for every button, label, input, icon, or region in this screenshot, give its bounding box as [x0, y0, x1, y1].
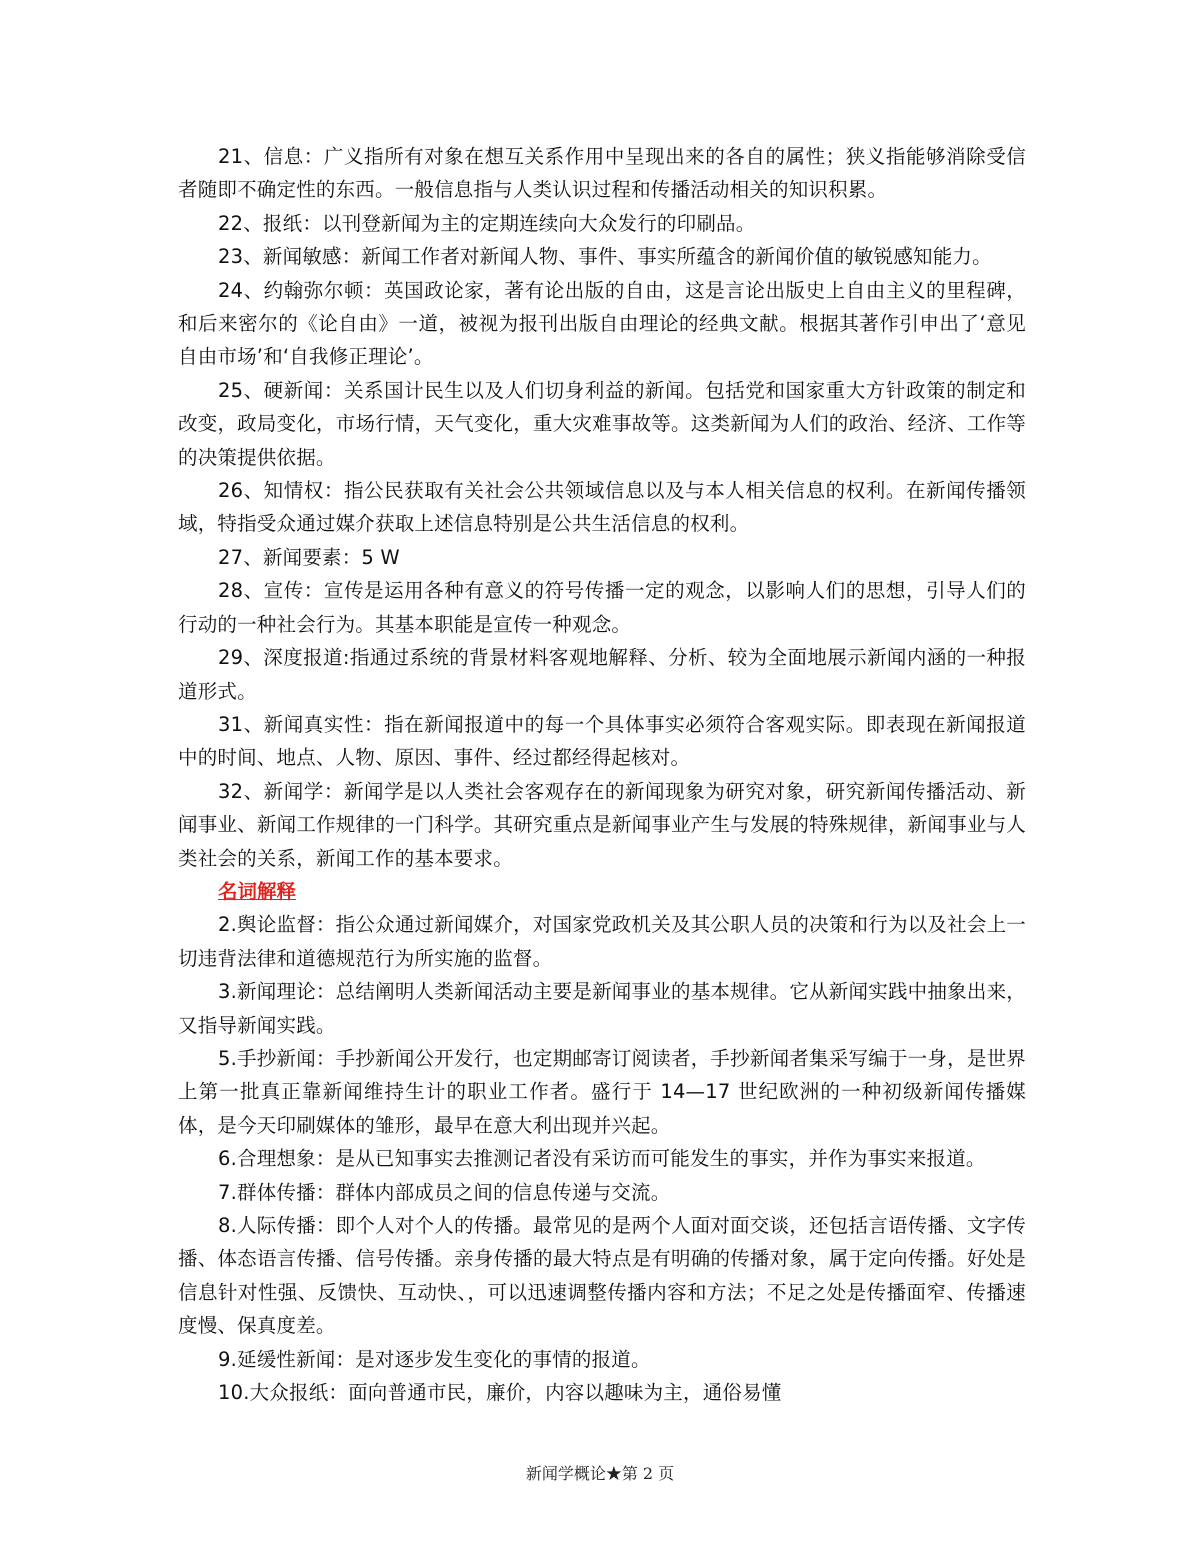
section-heading: 名词解释: [218, 879, 297, 903]
term-news-theory: 3.新闻理论：总结阐明人类新闻活动主要是新闻事业的基本规律。它从新闻实践中抽象出来，又指导新闻实践。: [178, 980, 1026, 1037]
term-reasonable-imagination: 6.合理想象：是从已知事实去推测记者没有采访而可能发生的事实，并作为事实来报道。: [218, 1147, 986, 1171]
term-news-elements: 27、新闻要素：5 W: [218, 545, 400, 569]
term-news-sensitivity: 23、新闻敏感：新闻工作者对新闻人物、事件、事实所蕴含的新闻价值的敏锐感知能力。: [218, 245, 992, 269]
term-journalism-science: 32、新闻学：新闻学是以人类社会客观存在的新闻现象为研究对象，研究新闻传播活动、新闻事业、新闻工作规律的一门科学。其研究重点是新闻事业产生与发展的特殊规律，新闻事业与人类社会的关系，新闻工作的基本要求。: [178, 779, 1026, 870]
term-group-communication: 7.群体传播：群体内部成员之间的信息传递与交流。: [218, 1180, 671, 1204]
page-footer: 新闻学概论★第 2 页: [525, 1464, 675, 1483]
term-news-truthfulness: 31、新闻真实性：指在新闻报道中的每一个具体事实必须符合客观实际。即表现在新闻报道中的时间、地点、人物、原因、事件、经过都经得起核对。: [178, 712, 1026, 770]
term-handwritten-news: 5.手抄新闻：手抄新闻公开发行，也定期邮寄订阅读者，手抄新闻者集采写编于一身，是世界上第一批真正靠新闻维持生计的职业工作者。盛行于 14—17 世纪欧洲的一种初级新闻传播媒体，是今天印刷媒体的雏形，最早在意大利出现并兴起。: [178, 1046, 1026, 1137]
term-delayed-news: 9.延缓性新闻：是对逐步发生变化的事情的报道。: [218, 1347, 651, 1371]
term-in-depth-report: 29、深度报道:指通过系统的背景材料客观地解释、分析、较为全面地展示新闻内涵的一种报道形式。: [178, 646, 1026, 703]
term-public-opinion-supervision: 2.舆论监督：指公众通过新闻媒介，对国家党政机关及其公职人员的决策和行为以及社会上一切违背法律和道德规范行为所实施的监督。: [178, 913, 1026, 970]
term-newspaper: 22、报纸：以刊登新闻为主的定期连续向大众发行的印刷品。: [218, 211, 756, 235]
term-right-to-know: 26、知情权：指公民获取有关社会公共领域信息以及与本人相关信息的权利。在新闻传播领域，特指受众通过媒介获取上述信息特别是公共生活信息的权利。: [178, 479, 1026, 536]
document-body: [178, 140, 1026, 1409]
term-hard-news: 25、硬新闻：关系国计民生以及人们切身利益的新闻。包括党和国家重大方针政策的制定和改变，政局变化，市场行情，天气变化，重大灾难事故等。这类新闻为人们的政治、经济、工作等的决策提供依据。: [178, 378, 1026, 469]
term-john-milton: 24、约翰弥尔顿：英国政论家，著有论出版的自由，这是言论出版史上自由主义的里程碑，和后来密尔的《论自由》一道，被视为报刊出版自由理论的经典文献。根据其著作引申出了‘意见自由市场’和‘自我修正理论’。: [178, 278, 1026, 369]
term-popular-newspaper: 10.大众报纸：面向普通市民，廉价，内容以趣味为主，通俗易懂: [218, 1381, 782, 1405]
term-propaganda: 28、宣传：宣传是运用各种有意义的符号传播一定的观念，以影响人们的思想，引导人们的行动的一种社会行为。其基本职能是宣传一种观念。: [178, 579, 1026, 636]
term-information: 21、信息：广义指所有对象在想互关系作用中呈现出来的各自的属性；狭义指能够消除受信者随即不确定性的东西。一般信息指与人类认识过程和传播活动相关的知识积累。: [178, 145, 1026, 202]
term-interpersonal-communication: 8.人际传播：即个人对个人的传播。最常见的是两个人面对面交谈，还包括言语传播、文字传播、体态语言传播、信号传播。亲身传播的最大特点是有明确的传播对象，属于定向传播。好处是信息针对性强、反馈快、互动快、，可以迅速调整传播内容和方法；不足之处是传播面窄、传播速度慢、保真度差。: [178, 1214, 1026, 1338]
